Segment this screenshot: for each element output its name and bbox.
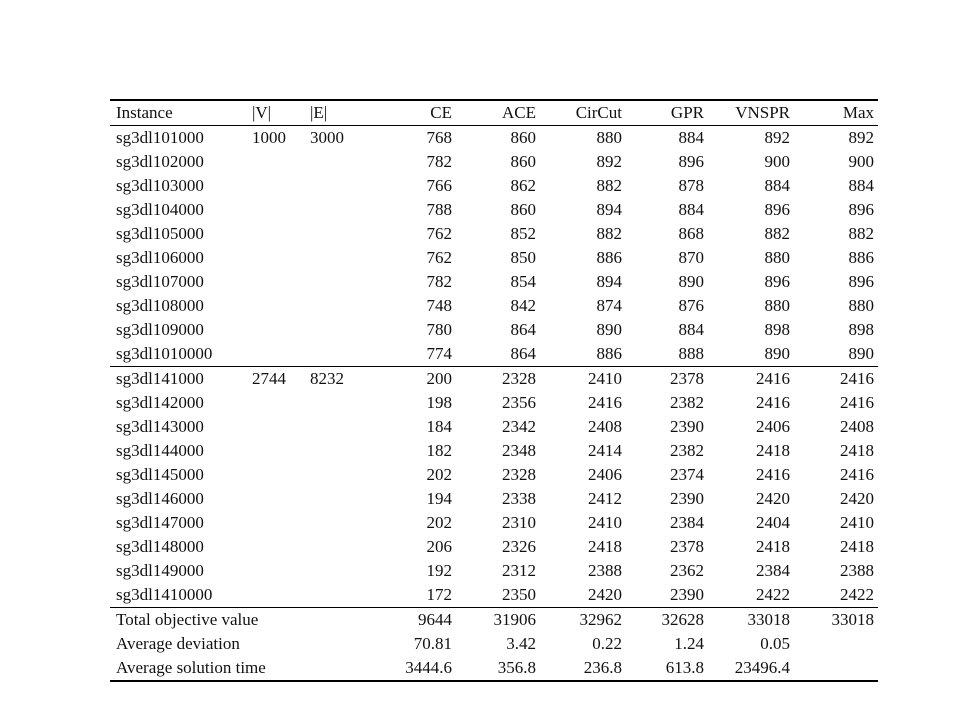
table-row [110,270,878,294]
ce-value: 206 [426,537,452,556]
edge-count [304,487,352,511]
instance-name: sg3dl147000 [116,513,204,532]
max-value: 896 [848,272,874,291]
gpr-summary-value: 613.8 [665,658,704,677]
table-row [110,535,878,559]
gpr-value: 870 [678,248,704,267]
summary-row [110,632,878,656]
vertex-count [246,294,304,318]
vnspr-value: 2406 [756,417,790,436]
max-value: 886 [848,248,874,267]
table-row [110,439,878,463]
gpr-value: 896 [678,152,704,171]
vertex-count [246,198,304,222]
table-row [110,294,878,318]
header-gpr: GPR [670,103,704,122]
vertex-count [246,415,304,439]
circut-value: 892 [596,152,622,171]
vnspr-value: 896 [764,200,790,219]
vertex-count: 1000 [252,128,286,147]
instance-name: sg3dl103000 [116,176,204,195]
table-row [110,487,878,511]
table-row [110,318,878,342]
ace-value: 860 [510,152,536,171]
circut-value: 2406 [588,465,622,484]
ce-value: 202 [426,465,452,484]
ace-value: 2310 [502,513,536,532]
circut-value: 2414 [588,441,622,460]
vnspr-value: 2418 [756,441,790,460]
ce-summary-value: 3444.6 [405,658,452,677]
gpr-value: 2378 [670,369,704,388]
ce-value: 788 [426,200,452,219]
ace-value: 2338 [502,489,536,508]
max-summary-value [794,656,878,681]
table-row [110,463,878,487]
ce-value: 192 [426,561,452,580]
ce-value: 768 [426,128,452,147]
gpr-summary-value: 1.24 [674,634,704,653]
gpr-value: 878 [678,176,704,195]
circut-value: 886 [596,344,622,363]
circut-summary-value: 236.8 [583,658,622,677]
ace-value: 2348 [502,441,536,460]
circut-summary-value: 32962 [579,610,622,629]
vertex-count [246,222,304,246]
circut-value: 2410 [588,369,622,388]
instance-name: sg3dl101000 [116,128,204,147]
summary-row [110,656,878,681]
max-value: 2422 [840,585,874,604]
circut-value: 890 [596,320,622,339]
ace-value: 2326 [502,537,536,556]
instance-name: sg3dl102000 [116,152,204,171]
header-ace: ACE [502,103,536,122]
vertex-count: 2744 [252,369,286,388]
edge-count [304,174,352,198]
summary-label: Average solution time [116,658,266,677]
max-summary-value [794,632,878,656]
instance-name: sg3dl149000 [116,561,204,580]
gpr-value: 868 [678,224,704,243]
ace-value: 842 [510,296,536,315]
table-row [110,511,878,535]
circut-value: 882 [596,224,622,243]
results-table [110,99,878,682]
edge-count [304,583,352,608]
max-value: 884 [848,176,874,195]
table-row [110,150,878,174]
gpr-value: 876 [678,296,704,315]
max-value: 2388 [840,561,874,580]
edge-count [304,415,352,439]
circut-value: 894 [596,200,622,219]
instance-name: sg3dl107000 [116,272,204,291]
ace-value: 864 [510,344,536,363]
ace-summary-value: 356.8 [497,658,536,677]
max-value: 2408 [840,417,874,436]
instance-name: sg3dl1010000 [116,344,213,363]
circut-summary-value: 0.22 [592,634,622,653]
vnspr-value: 2416 [756,393,790,412]
max-value: 2420 [840,489,874,508]
ce-value: 184 [426,417,452,436]
edge-count: 8232 [310,369,344,388]
ce-value: 748 [426,296,452,315]
max-value: 2416 [840,465,874,484]
summary-rows [110,608,878,682]
instance-name: sg3dl142000 [116,393,204,412]
vnspr-value: 2422 [756,585,790,604]
vnspr-value: 880 [764,248,790,267]
vnspr-value: 900 [764,152,790,171]
ace-value: 854 [510,272,536,291]
ce-value: 762 [426,224,452,243]
ace-value: 852 [510,224,536,243]
gpr-value: 2390 [670,489,704,508]
circut-value: 2410 [588,513,622,532]
vertex-count [246,535,304,559]
ace-value: 864 [510,320,536,339]
vertex-count [246,439,304,463]
table-row [110,559,878,583]
vertex-count [246,150,304,174]
ce-value: 172 [426,585,452,604]
circut-value: 880 [596,128,622,147]
instance-name: sg3dl105000 [116,224,204,243]
ace-value: 2350 [502,585,536,604]
edge-count [304,198,352,222]
ce-value: 782 [426,272,452,291]
max-value: 2418 [840,537,874,556]
ce-value: 202 [426,513,452,532]
vnspr-value: 2416 [756,369,790,388]
ce-value: 780 [426,320,452,339]
ce-value: 198 [426,393,452,412]
max-value: 2410 [840,513,874,532]
ace-value: 2342 [502,417,536,436]
edge-count [304,246,352,270]
gpr-value: 2378 [670,537,704,556]
vertex-count [246,174,304,198]
vertex-count [246,559,304,583]
vertex-count [246,487,304,511]
table-row [110,391,878,415]
header-edges: |E| [310,103,328,122]
instance-name: sg3dl143000 [116,417,204,436]
instance-name: sg3dl145000 [116,465,204,484]
vnspr-summary-value: 23496.4 [734,658,790,677]
ce-value: 762 [426,248,452,267]
vnspr-value: 2420 [756,489,790,508]
ace-value: 2356 [502,393,536,412]
gpr-value: 884 [678,200,704,219]
ace-summary-value: 3.42 [506,634,536,653]
gpr-summary-value: 32628 [661,610,704,629]
table-row [110,583,878,608]
summary-label: Average deviation [116,634,240,653]
instance-name: sg3dl148000 [116,537,204,556]
edge-count [304,463,352,487]
edge-count [304,535,352,559]
edge-count [304,318,352,342]
vertex-count [246,270,304,294]
header-ce: CE [430,103,452,122]
header-row [110,100,878,126]
instance-group-1000 [110,126,878,367]
table-row [110,367,878,392]
circut-value: 2412 [588,489,622,508]
edge-count [304,150,352,174]
max-summary-value: 33018 [831,610,874,629]
instance-name: sg3dl141000 [116,369,204,388]
vnspr-value: 2404 [756,513,790,532]
vnspr-value: 880 [764,296,790,315]
instance-name: sg3dl1410000 [116,585,213,604]
gpr-value: 2382 [670,441,704,460]
max-value: 898 [848,320,874,339]
circut-value: 894 [596,272,622,291]
max-value: 896 [848,200,874,219]
ace-value: 2312 [502,561,536,580]
max-value: 890 [848,344,874,363]
ace-value: 860 [510,128,536,147]
vertex-count [246,391,304,415]
vertex-count [246,583,304,608]
circut-value: 2418 [588,537,622,556]
ace-summary-value: 31906 [493,610,536,629]
ce-value: 766 [426,176,452,195]
ce-summary-value: 70.81 [413,634,452,653]
gpr-value: 2382 [670,393,704,412]
edge-count [304,342,352,367]
gpr-value: 2362 [670,561,704,580]
header-vnspr: VNSPR [735,103,790,122]
edge-count [304,270,352,294]
max-value: 2418 [840,441,874,460]
ce-value: 182 [426,441,452,460]
table-row [110,246,878,270]
gpr-value: 888 [678,344,704,363]
max-value: 892 [848,128,874,147]
ace-value: 850 [510,248,536,267]
max-value: 2416 [840,393,874,412]
edge-count [304,391,352,415]
edge-count [304,559,352,583]
vnspr-summary-value: 0.05 [760,634,790,653]
circut-value: 2420 [588,585,622,604]
table-row [110,222,878,246]
vnspr-value: 882 [764,224,790,243]
gpr-value: 2390 [670,585,704,604]
vnspr-value: 884 [764,176,790,195]
circut-value: 874 [596,296,622,315]
max-value: 880 [848,296,874,315]
gpr-value: 884 [678,128,704,147]
ace-value: 862 [510,176,536,195]
table-row [110,415,878,439]
header-instance: Instance [116,103,173,122]
instance-name: sg3dl108000 [116,296,204,315]
vnspr-summary-value: 33018 [747,610,790,629]
edge-count [304,439,352,463]
header-circut: CirCut [575,103,622,122]
vnspr-value: 2418 [756,537,790,556]
vnspr-value: 890 [764,344,790,363]
vertex-count [246,463,304,487]
vertex-count [246,511,304,535]
instance-name: sg3dl144000 [116,441,204,460]
circut-value: 882 [596,176,622,195]
ce-value: 782 [426,152,452,171]
max-value: 882 [848,224,874,243]
max-value: 2416 [840,369,874,388]
table-row [110,126,878,151]
edge-count: 3000 [310,128,344,147]
vnspr-value: 896 [764,272,790,291]
edge-count [304,511,352,535]
table-row [110,342,878,367]
vnspr-value: 2384 [756,561,790,580]
gpr-value: 2384 [670,513,704,532]
instance-name: sg3dl106000 [116,248,204,267]
instance-name: sg3dl109000 [116,320,204,339]
gpr-value: 2374 [670,465,704,484]
ace-value: 2328 [502,465,536,484]
ace-value: 860 [510,200,536,219]
gpr-value: 890 [678,272,704,291]
vnspr-value: 892 [764,128,790,147]
summary-label: Total objective value [116,610,259,629]
summary-row [110,608,878,633]
table-row [110,198,878,222]
vnspr-value: 2416 [756,465,790,484]
circut-value: 2388 [588,561,622,580]
edge-count [304,294,352,318]
header-vertices: |V| [252,103,272,122]
instance-name: sg3dl104000 [116,200,204,219]
ce-value: 194 [426,489,452,508]
vertex-count [246,246,304,270]
circut-value: 2408 [588,417,622,436]
gpr-value: 2390 [670,417,704,436]
circut-value: 886 [596,248,622,267]
table-row [110,174,878,198]
edge-count [304,222,352,246]
instance-group-2744 [110,367,878,608]
instance-name: sg3dl146000 [116,489,204,508]
ce-summary-value: 9644 [418,610,452,629]
vnspr-value: 898 [764,320,790,339]
gpr-value: 884 [678,320,704,339]
max-value: 900 [848,152,874,171]
vertex-count [246,342,304,367]
ace-value: 2328 [502,369,536,388]
vertex-count [246,318,304,342]
circut-value: 2416 [588,393,622,412]
header-max: Max [842,103,874,122]
ce-value: 200 [426,369,452,388]
ce-value: 774 [426,344,452,363]
